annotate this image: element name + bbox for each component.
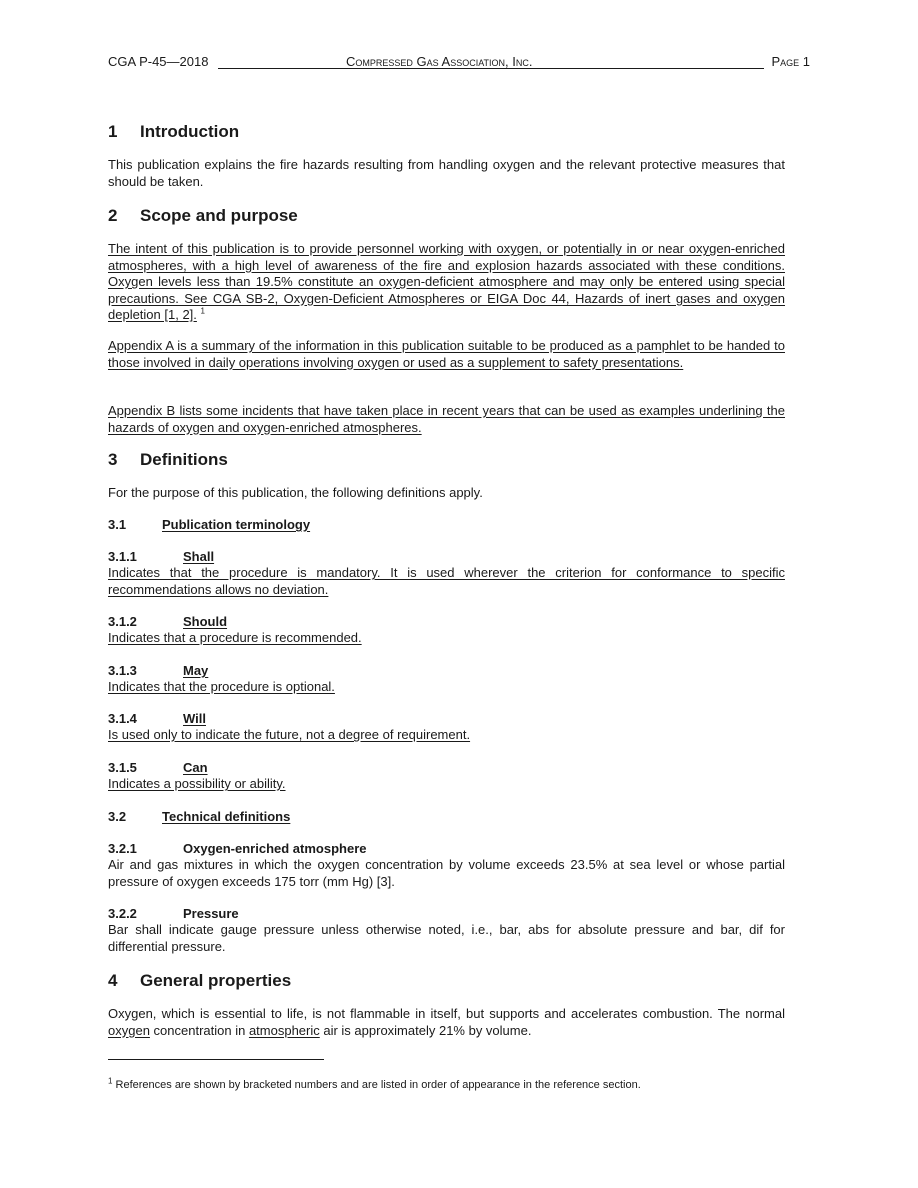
header-doc-id: CGA P-45—2018 — [108, 54, 209, 69]
definition-term: Should — [183, 614, 228, 629]
scope-text: Appendix B lists some incidents that have taken place in recent years that can be used as examples underlining the hazards of oxygen and oxygen-enriched atmospheres. — [108, 403, 785, 435]
definition-term: Shall — [183, 549, 215, 564]
footnote — [108, 1076, 785, 1092]
section-title: Definitions — [140, 450, 228, 469]
definition-term: Pressure — [183, 906, 239, 921]
scope-text: The intent of this publication is to provide personnel working with oxygen, or potentially in or near oxygen-enriched atmospheres, with a high level of awareness of the fire and explosion hazards associated with these conditions. Oxygen levels less than 19.5% constitute an oxygen-deficient atmosphere and may only be entered using special precautions. See CGA SB-2, Oxygen-Deficient Atmospheres or EIGA Doc 44, Hazards of inert gases and oxygen depletion [1, 2]. — [108, 241, 785, 322]
definition-should: 3.1.2 Should Indicates that a procedure is recommended. — [108, 614, 362, 645]
header-page-number: Page 1 — [771, 54, 810, 69]
definition-text: Bar shall indicate gauge pressure unless otherwise noted, i.e., bar, abs for absolute pressure and bar, dif for differential pressure. — [108, 922, 785, 954]
subsection-3-1-heading: 3.1 Publication terminology — [108, 517, 311, 532]
definition-will: 3.1.4 Will Is used only to indicate the future, not a degree of requirement. — [108, 711, 471, 742]
section-title: Introduction — [140, 122, 240, 141]
footnote-separator — [108, 1059, 324, 1060]
general-properties-paragraph: Oxygen, which is essential to life, is not flammable in itself, but supports and accelerates combustion. The normal oxygen concentration in atmospheric air is approximately 21% by volume. — [108, 1006, 785, 1038]
section-2-heading — [108, 206, 785, 226]
footnote-mark: 1 — [108, 1076, 113, 1086]
section-title: General properties — [140, 971, 292, 990]
definition-term: May — [183, 663, 209, 678]
definition-pressure: 3.2.2 Pressure Bar shall indicate gauge pressure unless otherwise noted, i.e., bar, abs for absolute pressure and bar, dif for differential pressure. — [108, 906, 785, 954]
definition-text: Indicates that the procedure is optional. — [108, 679, 335, 694]
scope-paragraph-3 — [108, 403, 785, 436]
header-publisher: Compressed Gas Association, Inc. — [346, 54, 533, 69]
definition-text: Indicates a possibility or ability. — [108, 776, 286, 791]
header-rule — [218, 68, 764, 69]
scope-paragraph-1 — [108, 241, 785, 324]
definition-term: Will — [183, 711, 206, 726]
definitions-intro: For the purpose of this publication, the following definitions apply. — [108, 485, 483, 500]
definition-shall: 3.1.1 Shall Indicates that the procedure is mandatory. It is used wherever the criterion for conformance to specific recommendations allows no deviation. — [108, 549, 785, 597]
footnote-text: References are shown by bracketed numbers and are listed in order of appearance in the reference section. — [112, 1079, 641, 1091]
definition-term: Oxygen-enriched atmosphere — [183, 841, 367, 856]
running-header — [108, 54, 810, 70]
section-title: Scope and purpose — [140, 206, 298, 225]
section-number: 1 — [108, 122, 118, 141]
definition-text: Air and gas mixtures in which the oxygen concentration by volume exceeds 23.5% at sea level or whose partial pressure of oxygen exceeds 175 torr (mm Hg) [3]. — [108, 857, 785, 889]
definition-can: 3.1.5 Can Indicates a possibility or ability. — [108, 760, 286, 791]
subsection-3-2-heading: 3.2 Technical definitions — [108, 809, 291, 824]
scope-paragraph-2 — [108, 338, 785, 371]
intro-paragraph: This publication explains the fire hazards resulting from handling oxygen and the relevant protective measures that should be taken. — [108, 157, 785, 189]
scope-text: Appendix A is a summary of the information in this publication suitable to be produced as a pamphlet to be handed to those involved in daily operations involving oxygen or used as a supplement to safety presentations. — [108, 338, 785, 370]
footnote-ref[interactable]: 1 — [200, 306, 205, 316]
definition-may: 3.1.3 May Indicates that the procedure is optional. — [108, 663, 335, 694]
section-number: 4 — [108, 971, 118, 990]
section-3-heading — [108, 450, 785, 470]
definition-oxygen-enriched-atmosphere: 3.2.1 Oxygen-enriched atmosphere Air and gas mixtures in which the oxygen concentration by volume exceeds 23.5% at sea level or whose partial pressure of oxygen exceeds 175 torr (mm Hg) [3]. — [108, 841, 785, 889]
section-1-heading — [108, 122, 785, 142]
definition-text: Indicates that a procedure is recommended. — [108, 630, 362, 645]
definition-term: Can — [183, 760, 208, 775]
section-number: 2 — [108, 206, 118, 225]
section-number: 3 — [108, 450, 118, 469]
section-4-heading — [108, 971, 785, 991]
definition-text: Is used only to indicate the future, not a degree of requirement. — [108, 727, 471, 742]
definition-text: Indicates that the procedure is mandatory. It is used wherever the criterion for conformance to specific recommendations allows no deviation. — [108, 565, 785, 597]
